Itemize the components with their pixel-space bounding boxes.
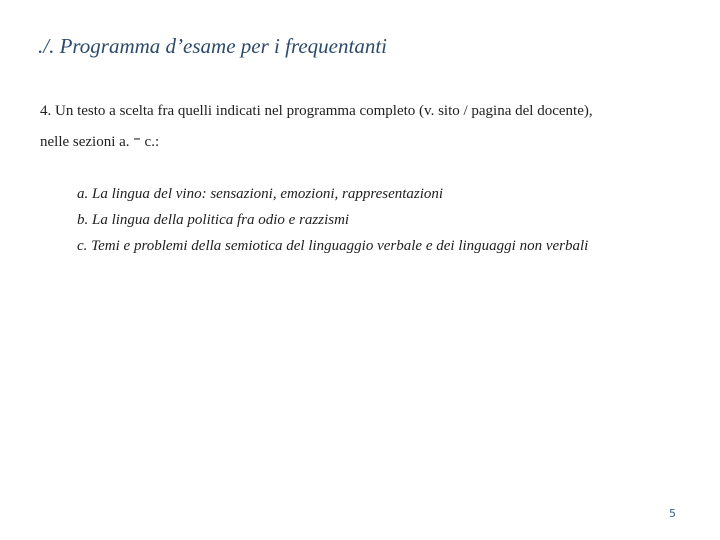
slide-title: ./. Programma d’esame per i frequentanti	[38, 34, 387, 58]
intro-dash: –	[133, 129, 141, 147]
intro-line-2-start: nelle sezioni a.	[40, 134, 130, 150]
page-number: 5	[669, 507, 676, 520]
intro-line-2-end: c.:	[144, 134, 160, 150]
topic-item-c: c. Temi e problemi della semiotica del linguaggio verbale e dei linguaggi non verbali	[77, 238, 589, 254]
topic-item-b: b. La lingua della politica fra odio e razzismi	[77, 212, 350, 228]
intro-paragraph	[40, 96, 690, 157]
topic-item-a: a. La lingua del vino: sensazioni, emozioni, rappresentazioni	[77, 186, 444, 202]
intro-line-2	[40, 126, 690, 157]
intro-line-1: 4. Un testo a scelta fra quelli indicati nel programma completo (v. sito / pagina del docente),	[40, 103, 593, 119]
topic-list	[77, 181, 588, 259]
